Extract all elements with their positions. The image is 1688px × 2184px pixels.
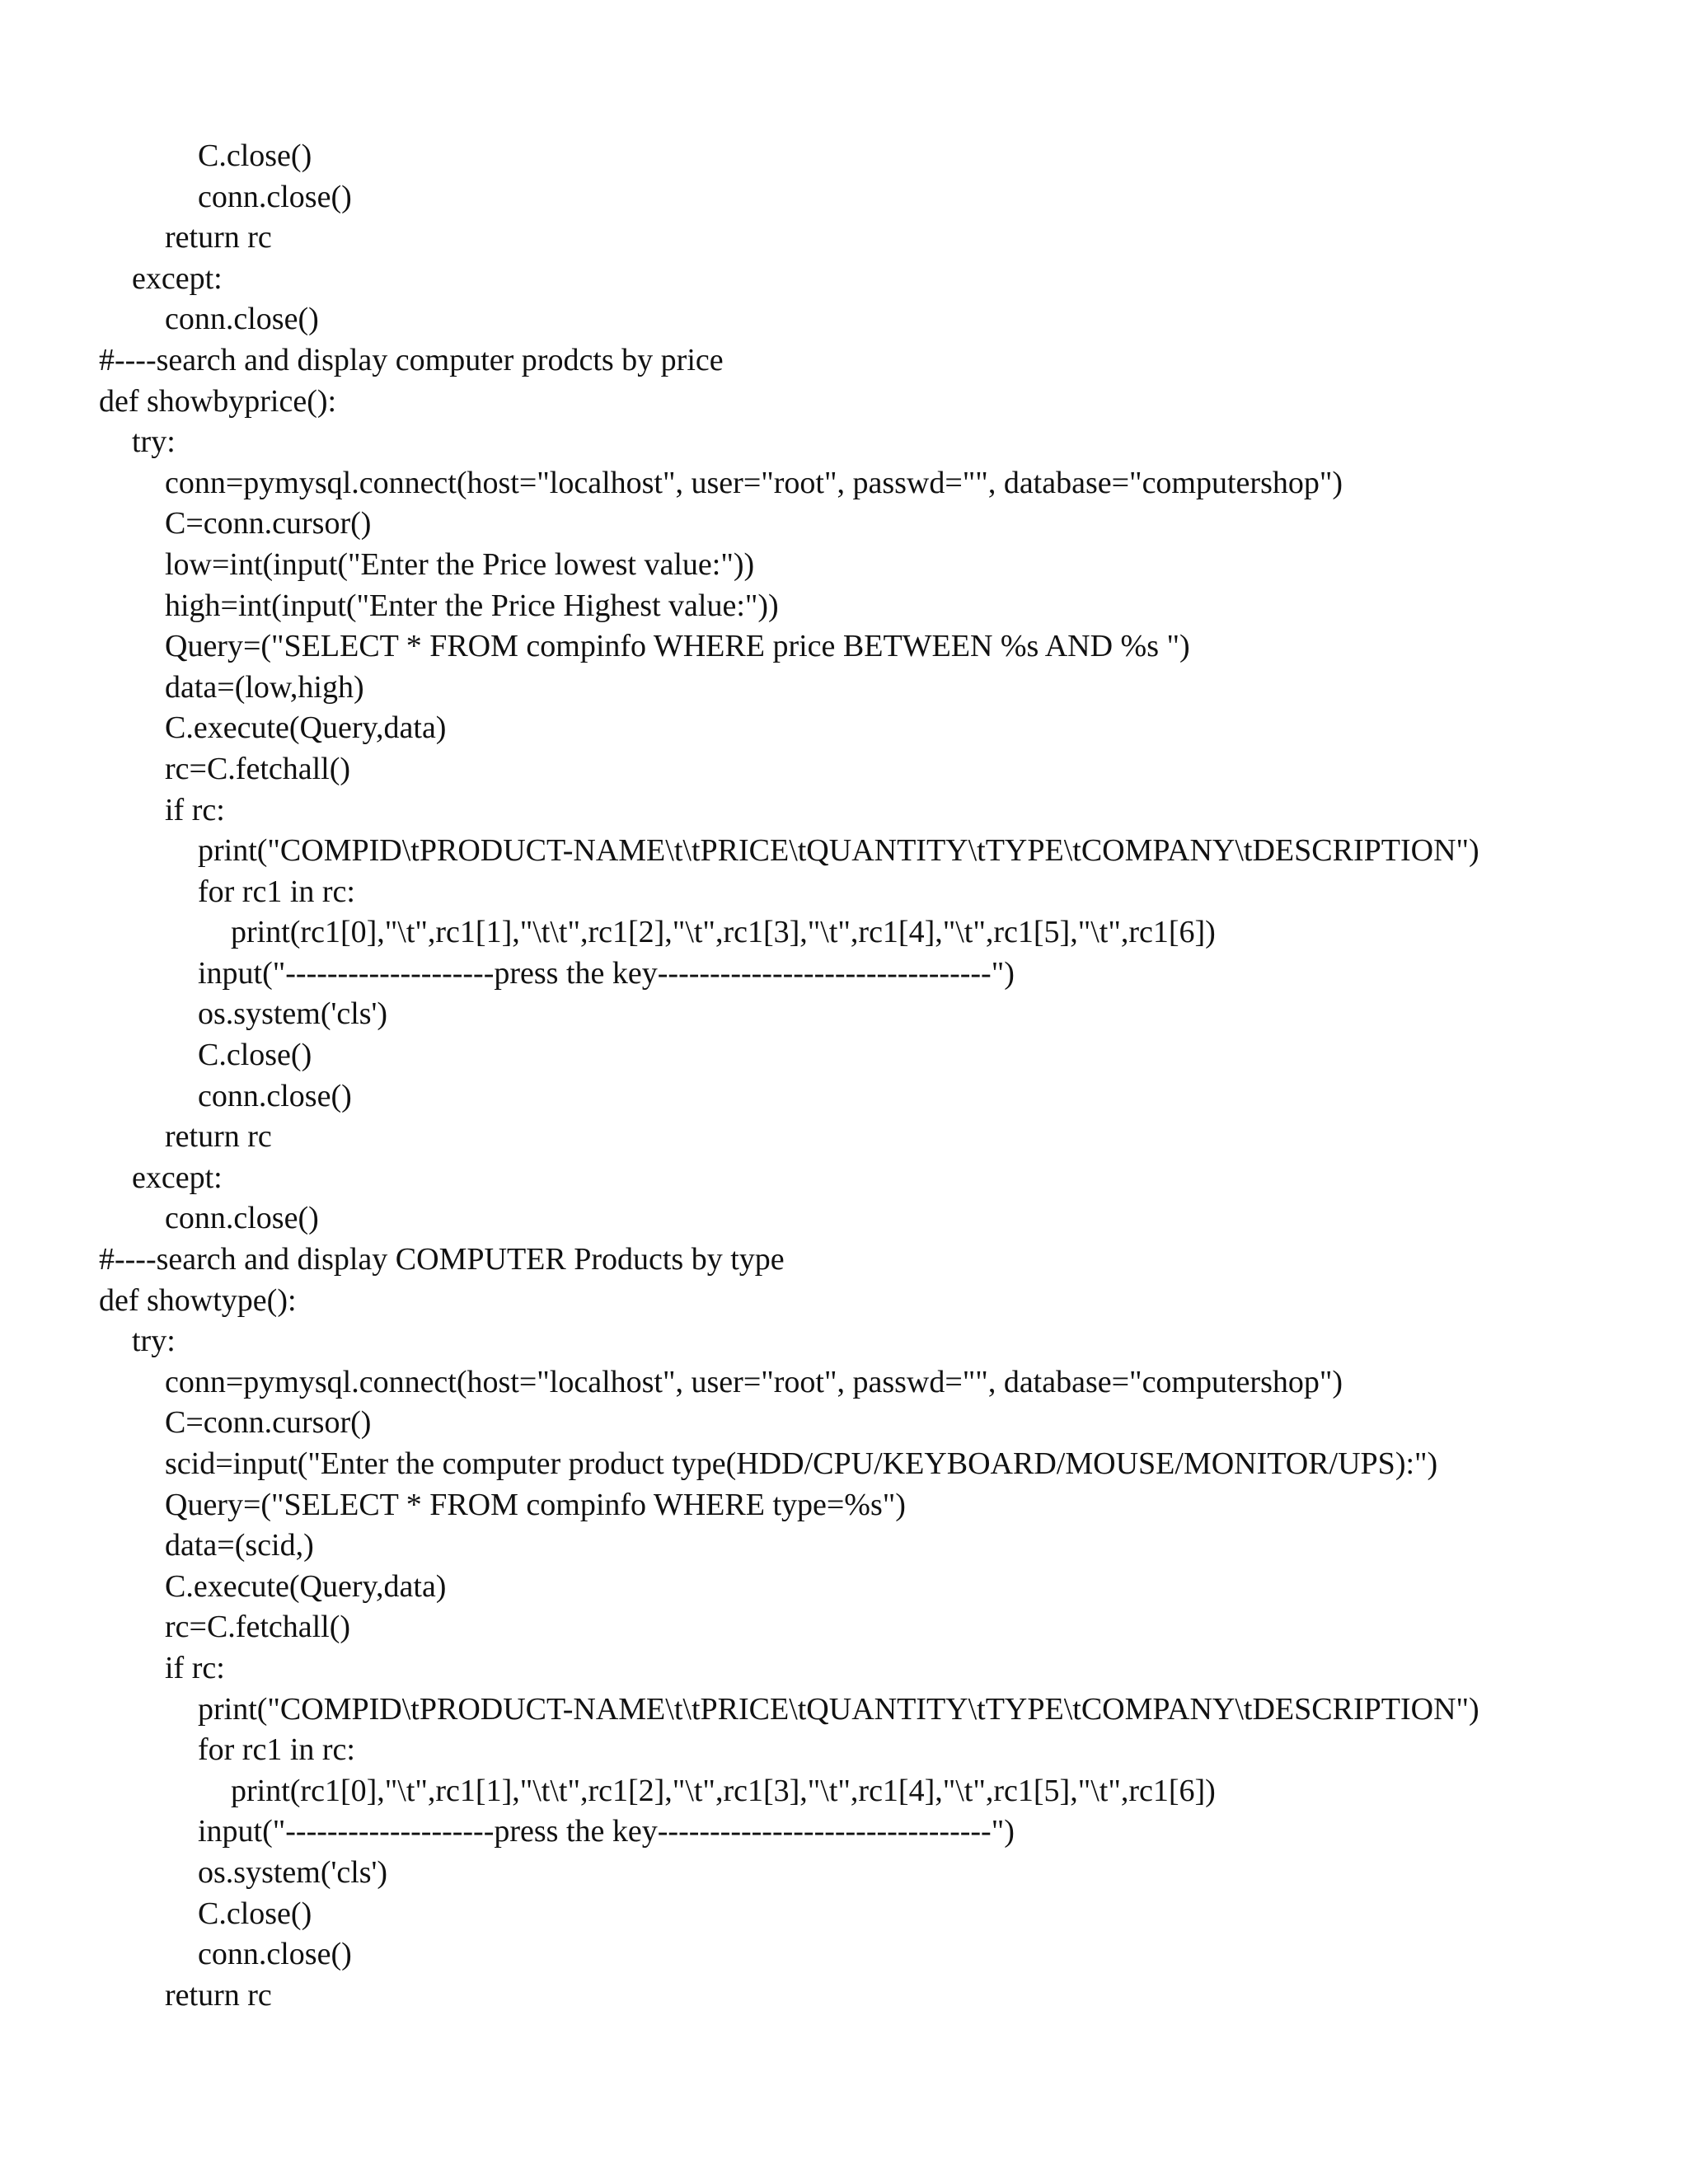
code-line: rc=C.fetchall() <box>165 1610 351 1645</box>
code-line: def showbyprice(): <box>99 383 337 419</box>
code-line: scid=input("Enter the computer product type(HDD/CPU/KEYBOARD/MOUSE/MONITOR/UPS):") <box>165 1446 1438 1481</box>
code-line: try: <box>132 1324 176 1359</box>
code-line: if rc: <box>165 1650 225 1685</box>
code-line: os.system('cls') <box>198 996 388 1032</box>
code-line: except: <box>132 260 223 296</box>
code-line: C.close() <box>198 1038 312 1073</box>
code-line: conn.close() <box>165 302 319 337</box>
code-listing <box>0 136 1688 2016</box>
code-line: C=conn.cursor() <box>165 506 372 541</box>
code-comment: #----search and display COMPUTER Products by type <box>99 1242 785 1277</box>
code-line: print("COMPID\tPRODUCT-NAME\t\tPRICE\tQUANTITY\tTYPE\tCOMPANY\tDESCRIPTION") <box>198 1691 1479 1727</box>
code-line: print(rc1[0],"\t",rc1[1],"\t\t",rc1[2],"\t",rc1[3],"\t",rc1[4],"\t",rc1[5],"\t",rc1[6]) <box>231 1773 1216 1808</box>
code-line: conn.close() <box>198 1078 352 1113</box>
code-line: C.execute(Query,data) <box>165 1568 447 1604</box>
code-line: Query=("SELECT * FROM compinfo WHERE price BETWEEN %s AND %s ") <box>165 629 1190 664</box>
code-line: conn.close() <box>198 179 352 214</box>
code-line: data=(low,high) <box>165 669 364 705</box>
code-line: for rc1 in rc: <box>198 1732 355 1768</box>
code-line: conn=pymysql.connect(host="localhost", user="root", passwd="", database="computershop") <box>165 465 1343 500</box>
code-line: high=int(input("Enter the Price Highest value:")) <box>165 588 779 623</box>
code-line: return rc <box>165 1119 272 1155</box>
code-line: return rc <box>165 220 272 255</box>
code-line: try: <box>132 424 176 460</box>
code-line: C=conn.cursor() <box>165 1405 372 1441</box>
code-line: Query=("SELECT * FROM compinfo WHERE type=%s") <box>165 1487 906 1522</box>
code-line: except: <box>132 1160 223 1195</box>
code-line: low=int(input("Enter the Price lowest value:")) <box>165 546 755 582</box>
code-line: return rc <box>165 1977 272 2013</box>
code-line: data=(scid,) <box>165 1528 314 1563</box>
code-line: rc=C.fetchall() <box>165 751 351 786</box>
code-line: input("--------------------press the key--------------------------------") <box>198 955 1015 991</box>
code-line: C.close() <box>198 138 312 173</box>
code-line: if rc: <box>165 792 225 827</box>
code-line: conn.close() <box>198 1937 352 1972</box>
code-line: print(rc1[0],"\t",rc1[1],"\t\t",rc1[2],"\t",rc1[3],"\t",rc1[4],"\t",rc1[5],"\t",rc1[6]) <box>231 915 1216 950</box>
code-line: C.close() <box>198 1896 312 1931</box>
code-line: conn=pymysql.connect(host="localhost", user="root", passwd="", database="computershop") <box>165 1364 1343 1399</box>
code-line: print("COMPID\tPRODUCT-NAME\t\tPRICE\tQUANTITY\tTYPE\tCOMPANY\tDESCRIPTION") <box>198 833 1479 869</box>
code-line: conn.close() <box>165 1201 319 1236</box>
code-line: for rc1 in rc: <box>198 874 355 909</box>
code-line: def showtype(): <box>99 1282 297 1318</box>
code-line: input("--------------------press the key--------------------------------") <box>198 1814 1015 1849</box>
code-line: C.execute(Query,data) <box>165 710 447 746</box>
code-comment: #----search and display computer prodcts by price <box>99 342 724 377</box>
code-line: os.system('cls') <box>198 1854 388 1890</box>
